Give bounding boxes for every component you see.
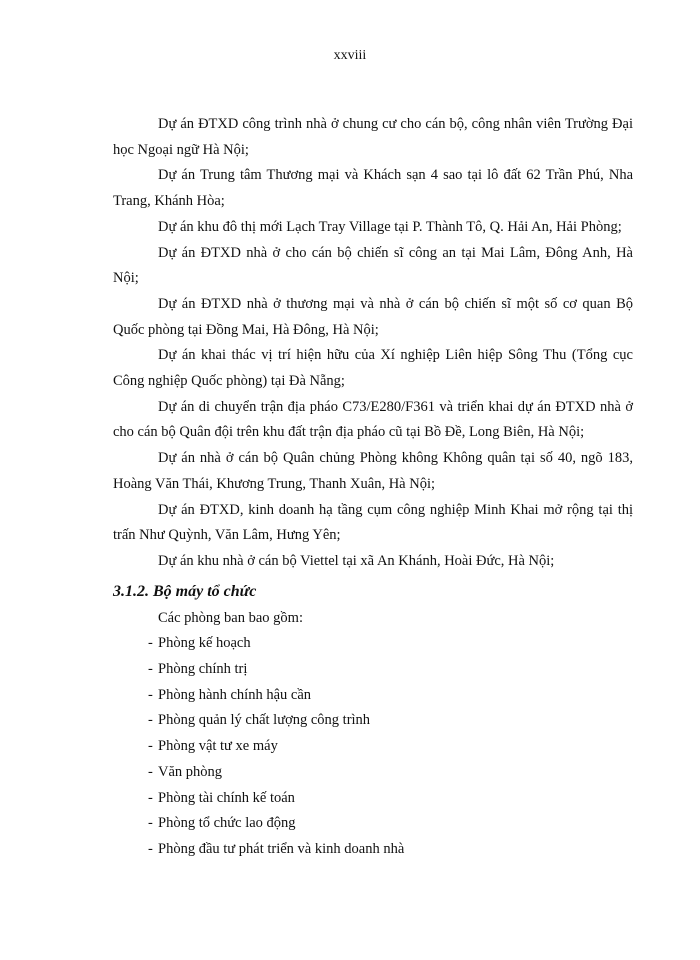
bullet-dash: - bbox=[148, 738, 153, 755]
department-label: Phòng chính trị bbox=[158, 661, 248, 678]
list-item bbox=[113, 760, 633, 786]
bullet-dash: - bbox=[148, 763, 153, 780]
bullet-dash: - bbox=[148, 789, 153, 806]
list-item bbox=[113, 786, 633, 812]
bullet-dash: - bbox=[148, 815, 153, 832]
project-paragraph: Dự án Trung tâm Thương mại và Khách sạn 4 sao tại lô đất 62 Trần Phú, Nha Trang, Khánh Hòa; bbox=[113, 167, 633, 210]
project-paragraph: Dự án ĐTXD nhà ở cho cán bộ chiến sĩ công an tại Mai Lâm, Đông Anh, Hà Nội; bbox=[113, 244, 633, 287]
bullet-dash: - bbox=[148, 661, 153, 678]
project-paragraph: Dự án di chuyển trận địa pháo C73/E280/F361 và triển khai dự án ĐTXD nhà ở cho cán bộ Quân đội trên khu đất trận địa pháo cũ tại Bồ Đề, Long Biên, Hà Nội; bbox=[113, 398, 633, 441]
section-intro: Các phòng ban bao gồm: bbox=[158, 609, 303, 626]
list-item bbox=[113, 708, 633, 734]
list-item bbox=[113, 734, 633, 760]
bullet-dash: - bbox=[148, 712, 153, 729]
project-paragraph: Dự án ĐTXD công trình nhà ở chung cư cho cán bộ, công nhân viên Trường Đại học Ngoại ngữ Hà Nội; bbox=[113, 116, 633, 158]
department-label: Phòng đầu tư phát triển và kinh doanh nhà bbox=[158, 840, 405, 857]
list-item bbox=[113, 811, 633, 837]
project-paragraph: Dự án khai thác vị trí hiện hữu của Xí nghiệp Liên hiệp Sông Thu (Tổng cục Công nghiệp Quốc phòng) tại Đà Nẵng; bbox=[113, 347, 633, 390]
department-list bbox=[113, 631, 633, 862]
list-item bbox=[113, 837, 633, 863]
project-paragraph: Dự án khu đô thị mới Lạch Tray Village tại P. Thành Tô, Q. Hải An, Hải Phòng; bbox=[158, 218, 622, 235]
list-item bbox=[113, 657, 633, 683]
department-label: Phòng kế hoạch bbox=[158, 635, 251, 652]
bullet-dash: - bbox=[148, 840, 153, 857]
department-label: Phòng tổ chức lao động bbox=[158, 815, 296, 832]
project-paragraph: Dự án khu nhà ở cán bộ Viettel tại xã An Khánh, Hoài Đức, Hà Nội; bbox=[158, 552, 555, 569]
bullet-dash: - bbox=[148, 635, 153, 652]
project-paragraph: Dự án ĐTXD, kinh doanh hạ tầng cụm công nghiệp Minh Khai mở rộng tại thị trấn Như Quỳnh, Văn Lâm, Hưng Yên; bbox=[113, 501, 633, 544]
department-label: Phòng quản lý chất lượng công trình bbox=[158, 712, 371, 729]
department-label: Văn phòng bbox=[158, 763, 223, 780]
section-heading: 3.1.2. Bộ máy tổ chức bbox=[113, 582, 257, 600]
bullet-dash: - bbox=[148, 686, 153, 703]
page-number: xxviii bbox=[333, 48, 367, 63]
department-label: Phòng tài chính kế toán bbox=[158, 789, 295, 806]
project-paragraph: Dự án nhà ở cán bộ Quân chủng Phòng không Không quân tại số 40, ngõ 183, Hoàng Văn Thái, Khương Trung, Thanh Xuân, Hà Nội; bbox=[113, 450, 633, 492]
department-label: Phòng vật tư xe máy bbox=[158, 738, 278, 755]
page-content bbox=[113, 112, 633, 863]
list-item bbox=[113, 683, 633, 709]
list-item bbox=[113, 631, 633, 657]
project-paragraph: Dự án ĐTXD nhà ở thương mại và nhà ở cán bộ chiến sĩ một số cơ quan Bộ Quốc phòng tại Đồng Mai, Hà Đông, Hà Nội; bbox=[113, 295, 633, 338]
department-label: Phòng hành chính hậu cần bbox=[158, 686, 312, 703]
